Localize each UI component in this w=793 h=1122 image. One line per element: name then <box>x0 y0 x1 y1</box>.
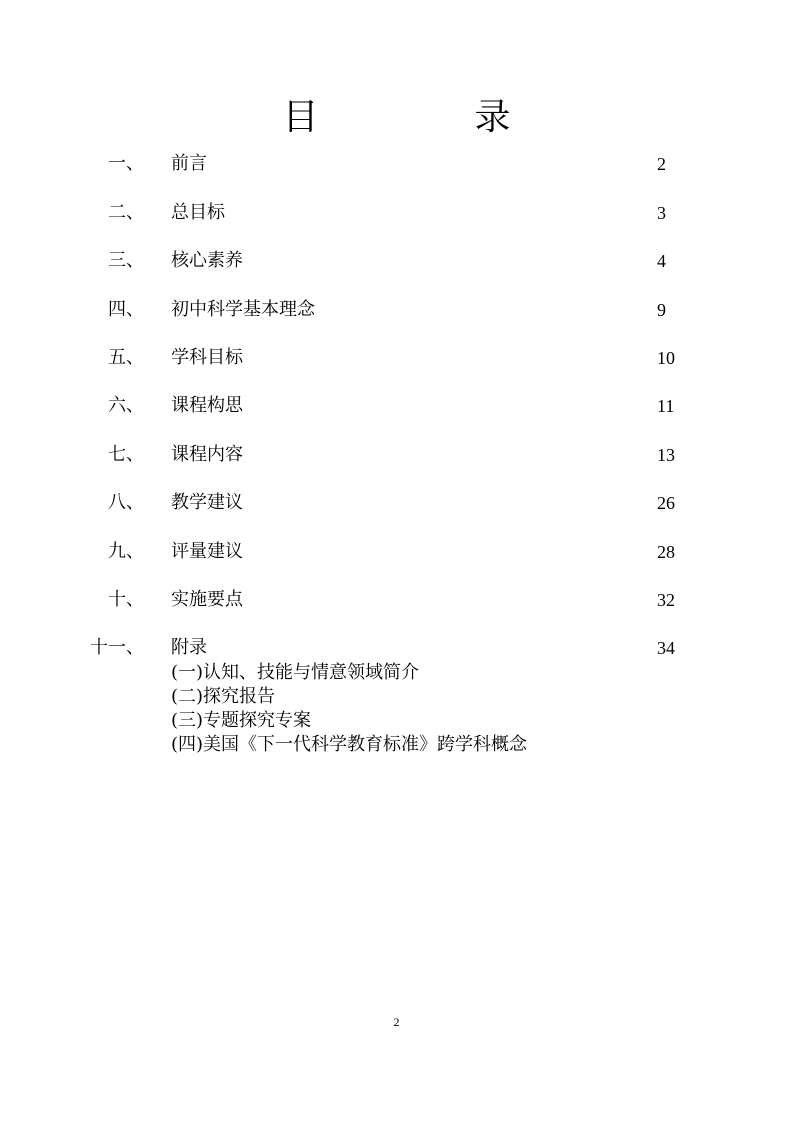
toc-entry-page: 2 <box>657 154 666 174</box>
toc-entry-number: 十一、 <box>90 637 144 658</box>
toc-entry-number: 十、 <box>108 589 144 610</box>
toc-entry-page: 28 <box>657 542 675 562</box>
footer-page-number: 2 <box>393 1015 400 1029</box>
toc-entry[interactable] <box>0 635 793 661</box>
toc-entry-number: 四、 <box>108 299 144 320</box>
toc-entry[interactable] <box>0 297 793 323</box>
toc-entry-number: 六、 <box>108 395 144 416</box>
toc-entry-number: 一、 <box>108 153 144 174</box>
toc-entry-label: 学科目标 <box>171 347 243 368</box>
toc-entry-label: 总目标 <box>171 202 225 223</box>
toc-entry-label: 课程内容 <box>171 444 243 465</box>
toc-entry-number: 八、 <box>108 492 144 513</box>
toc-entry-number: 五、 <box>108 347 144 368</box>
page-title: 目 录 <box>282 97 571 138</box>
toc-entry[interactable] <box>0 248 793 274</box>
toc-entry-page: 4 <box>657 251 666 271</box>
toc-entry-label: 实施要点 <box>171 589 243 610</box>
toc-entry[interactable] <box>0 442 793 468</box>
toc-entry-label: 前言 <box>171 153 207 174</box>
toc-entry-page: 11 <box>657 396 675 416</box>
toc-entry-page: 10 <box>657 348 675 368</box>
appendix-item[interactable]: (三)专题探究专案 <box>171 710 312 731</box>
toc-entry-page: 9 <box>657 300 666 320</box>
toc-entry[interactable] <box>0 151 793 177</box>
toc-entry-label: 初中科学基本理念 <box>171 299 315 320</box>
toc-entry-page: 3 <box>657 203 666 223</box>
toc-entry[interactable] <box>0 539 793 565</box>
toc-entry-number: 七、 <box>108 444 144 465</box>
toc-entry-label: 附录 <box>171 637 207 658</box>
toc-entry-page: 34 <box>657 638 675 658</box>
toc-entry-label: 教学建议 <box>171 492 243 513</box>
toc-entry[interactable] <box>0 490 793 516</box>
toc-entry[interactable] <box>0 200 793 226</box>
toc-entry-page: 26 <box>657 493 675 513</box>
appendix-item[interactable]: (二)探究报告 <box>171 686 276 707</box>
toc-entry-page: 32 <box>657 590 675 610</box>
toc-entry[interactable] <box>0 345 793 371</box>
toc-entry[interactable] <box>0 393 793 419</box>
appendix-item[interactable]: (四)美国《下一代科学教育标准》跨学科概念 <box>171 734 528 755</box>
appendix-item[interactable]: (一)认知、技能与情意领域简介 <box>171 662 420 683</box>
toc-entry-number: 九、 <box>108 541 144 562</box>
toc-entry-number: 三、 <box>108 250 144 271</box>
toc-entry-label: 评量建议 <box>171 541 243 562</box>
toc-entry-number: 二、 <box>108 202 144 223</box>
toc-entry-label: 核心素养 <box>171 250 243 271</box>
toc-entry[interactable] <box>0 587 793 613</box>
toc-entry-label: 课程构思 <box>171 395 243 416</box>
toc-entry-page: 13 <box>657 445 675 465</box>
